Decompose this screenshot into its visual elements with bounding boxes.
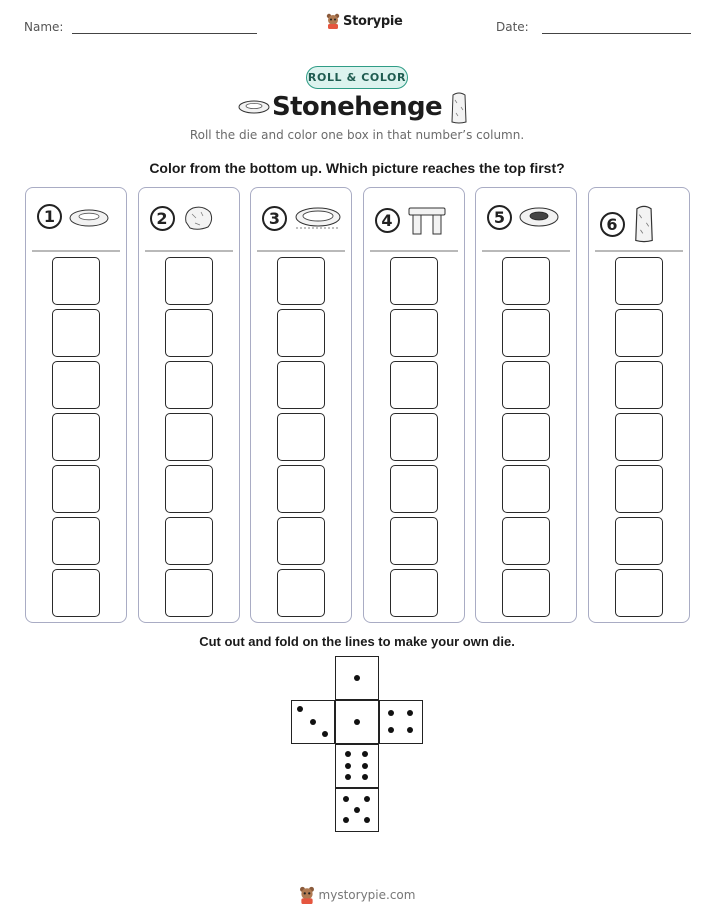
die-pip [322, 731, 328, 737]
die-face [335, 788, 379, 832]
column-divider [32, 250, 120, 252]
die-pip [388, 727, 394, 733]
color-box[interactable] [277, 517, 325, 565]
date-line[interactable] [542, 33, 691, 34]
color-box[interactable] [615, 465, 663, 513]
column-number: 4 [375, 208, 400, 233]
color-box[interactable] [615, 517, 663, 565]
color-box[interactable] [277, 309, 325, 357]
color-box[interactable] [165, 309, 213, 357]
color-box[interactable] [390, 309, 438, 357]
henge-ring-icon [293, 204, 343, 232]
color-box[interactable] [165, 517, 213, 565]
color-box[interactable] [52, 413, 100, 461]
color-box[interactable] [615, 309, 663, 357]
column-divider [257, 250, 345, 252]
die-pip [407, 727, 413, 733]
color-box[interactable] [502, 569, 550, 617]
trilithon-icon [406, 204, 448, 236]
die-face [335, 656, 379, 700]
color-box[interactable] [277, 257, 325, 305]
pit-ring-icon [518, 204, 560, 230]
die-pip [407, 710, 413, 716]
color-box[interactable] [390, 413, 438, 461]
die-pip [343, 796, 349, 802]
color-box[interactable] [165, 569, 213, 617]
color-box[interactable] [277, 569, 325, 617]
die-pip [345, 763, 351, 769]
color-box[interactable] [277, 465, 325, 513]
color-box[interactable] [615, 413, 663, 461]
color-box[interactable] [502, 309, 550, 357]
column-divider [145, 250, 233, 252]
die-pip [362, 774, 368, 780]
logo-text: Storypie [343, 13, 403, 29]
die-face [291, 700, 335, 744]
die-face [379, 700, 423, 744]
color-box[interactable] [390, 257, 438, 305]
color-box[interactable] [277, 413, 325, 461]
column-1 [25, 187, 127, 623]
die-pip [362, 751, 368, 757]
color-box[interactable] [52, 465, 100, 513]
color-box[interactable] [502, 361, 550, 409]
color-box[interactable] [52, 517, 100, 565]
instruction: Color from the bottom up. Which picture reaches the top first? [149, 160, 565, 176]
standing-stone-icon [631, 204, 657, 244]
color-box[interactable] [390, 465, 438, 513]
color-box[interactable] [390, 361, 438, 409]
die-instruction: Cut out and fold on the lines to make your own die. [199, 634, 515, 649]
color-box[interactable] [165, 413, 213, 461]
color-box[interactable] [615, 361, 663, 409]
footer-url[interactable]: mystorypie.com [318, 888, 416, 902]
die-pip [343, 817, 349, 823]
storypie-logo [326, 13, 403, 29]
color-box[interactable] [615, 257, 663, 305]
die-pip [345, 774, 351, 780]
column-3 [250, 187, 352, 623]
column-header [375, 204, 448, 236]
column-number: 5 [487, 205, 512, 230]
die-pip [388, 710, 394, 716]
color-box[interactable] [615, 569, 663, 617]
date-label: Date: [496, 20, 529, 34]
column-divider [370, 250, 458, 252]
column-number: 6 [600, 212, 625, 237]
color-box[interactable] [52, 569, 100, 617]
column-header [37, 204, 110, 229]
die-face [335, 700, 379, 744]
name-line[interactable] [72, 33, 257, 34]
color-box[interactable] [502, 517, 550, 565]
die-face [335, 744, 379, 788]
die-pip [364, 817, 370, 823]
column-4 [363, 187, 465, 623]
die-pip [354, 807, 360, 813]
standing-stone-icon [448, 91, 470, 125]
color-box[interactable] [502, 413, 550, 461]
color-box[interactable] [502, 465, 550, 513]
die-pip [354, 719, 360, 725]
column-6 [588, 187, 690, 623]
boulder-icon [181, 204, 215, 232]
die-pip [345, 751, 351, 757]
color-box[interactable] [502, 257, 550, 305]
color-box[interactable] [52, 257, 100, 305]
activity-badge: ROLL & COLOR [306, 66, 408, 89]
stone-ring-icon [68, 205, 110, 229]
color-box[interactable] [390, 569, 438, 617]
die-pip [297, 706, 303, 712]
column-divider [482, 250, 570, 252]
column-number: 3 [262, 206, 287, 231]
color-box[interactable] [165, 361, 213, 409]
column-header [487, 204, 560, 230]
bear-logo-icon [326, 13, 340, 29]
color-box[interactable] [165, 465, 213, 513]
die-pip [362, 763, 368, 769]
column-5 [475, 187, 577, 623]
subtitle: Roll the die and color one box in that number’s column. [189, 128, 525, 142]
column-2 [138, 187, 240, 623]
color-box[interactable] [165, 257, 213, 305]
name-label: Name: [24, 20, 64, 34]
color-box[interactable] [390, 517, 438, 565]
die-pip [354, 675, 360, 681]
color-box[interactable] [52, 361, 100, 409]
column-header [262, 204, 343, 232]
color-box[interactable] [277, 361, 325, 409]
footer [0, 886, 714, 904]
column-number: 2 [150, 206, 175, 231]
column-header [150, 204, 215, 232]
color-box[interactable] [52, 309, 100, 357]
column-divider [595, 250, 683, 252]
die-pip [310, 719, 316, 725]
column-header [600, 204, 657, 244]
column-number: 1 [37, 204, 62, 229]
bear-logo-icon [299, 886, 315, 904]
die-pip [364, 796, 370, 802]
page-title: Stonehenge [271, 92, 443, 122]
